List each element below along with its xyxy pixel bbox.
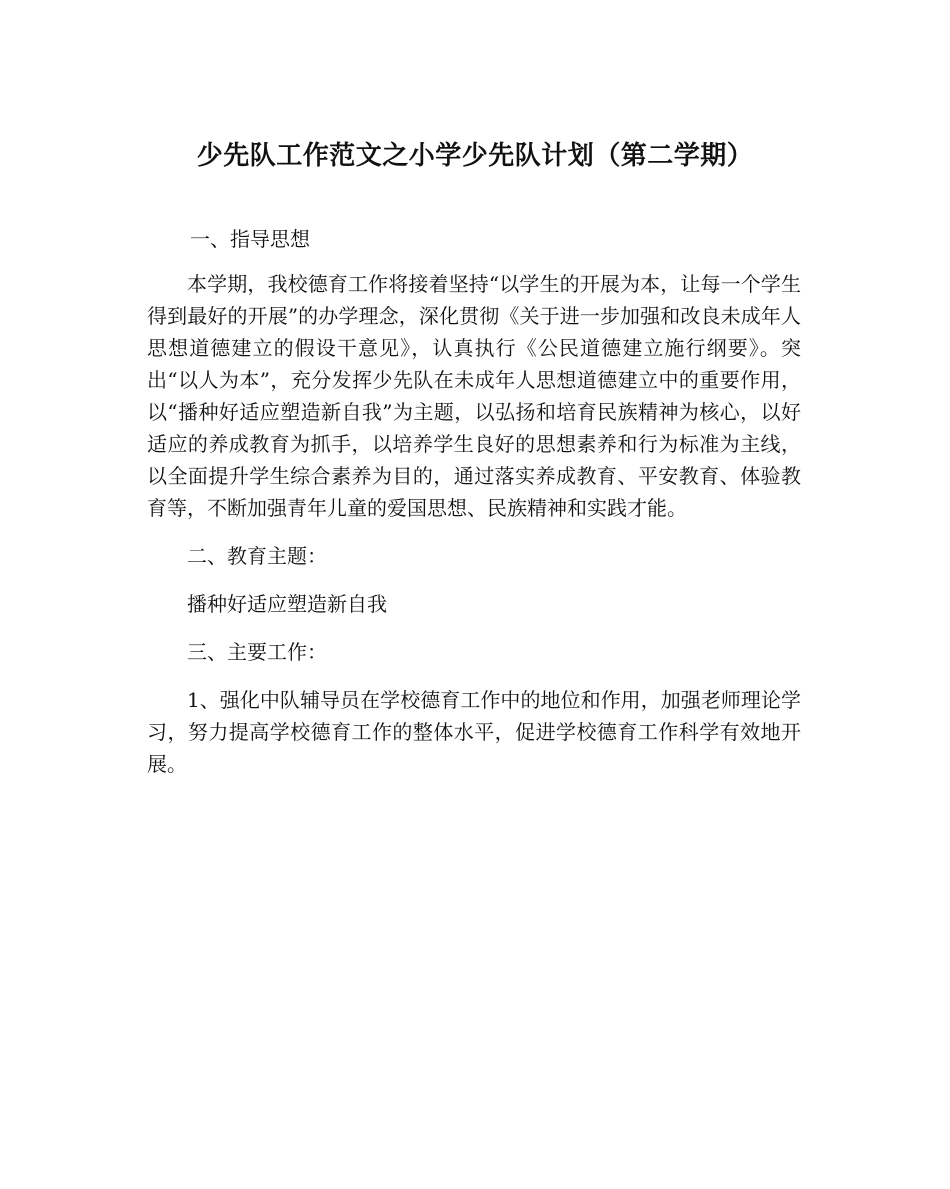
section-heading-main-work: 三、主要工作： xyxy=(187,640,327,664)
paragraph-education-theme: 播种好适应塑造新自我 xyxy=(187,592,387,616)
paragraph-guiding-ideology: 本学期，我校德育工作将接着坚持“以学生的开展为本，让每一个学生得到最好的开展”的办学理念，深化贯彻《关于进一步加强和改良未成年人思想道德建立的假设干意见》，认真执行《公民道德建立施行纲要》。突出“以人为本”，充分发挥少先队在未成年人思想道德建立中的重要作用，以“播种好适应塑造新自我”为主题，以弘扬和培育民族精神为核心，以好适应的养成教育为抓手，以培养学生良好的思想素养和行为标准为主线，以全面提升学生综合素养为目的，通过落实养成教育、平安教育、体验教育等，不断加强青年儿童的爱国思想、民族精神和实践才能。 xyxy=(147,272,801,520)
document-body xyxy=(147,268,801,796)
paragraph-main-work-1: 1、强化中队辅导员在学校德育工作中的地位和作用，加强老师理论学习，努力提高学校德育工作的整体水平，促进学校德育工作科学有效地开展。 xyxy=(147,688,801,776)
section-heading-education-theme: 二、教育主题： xyxy=(187,544,327,568)
document-title: 少先队工作范文之小学少先队计划（第二学期） xyxy=(196,141,754,171)
section-heading-guiding-ideology: 一、指导思想 xyxy=(190,227,310,251)
